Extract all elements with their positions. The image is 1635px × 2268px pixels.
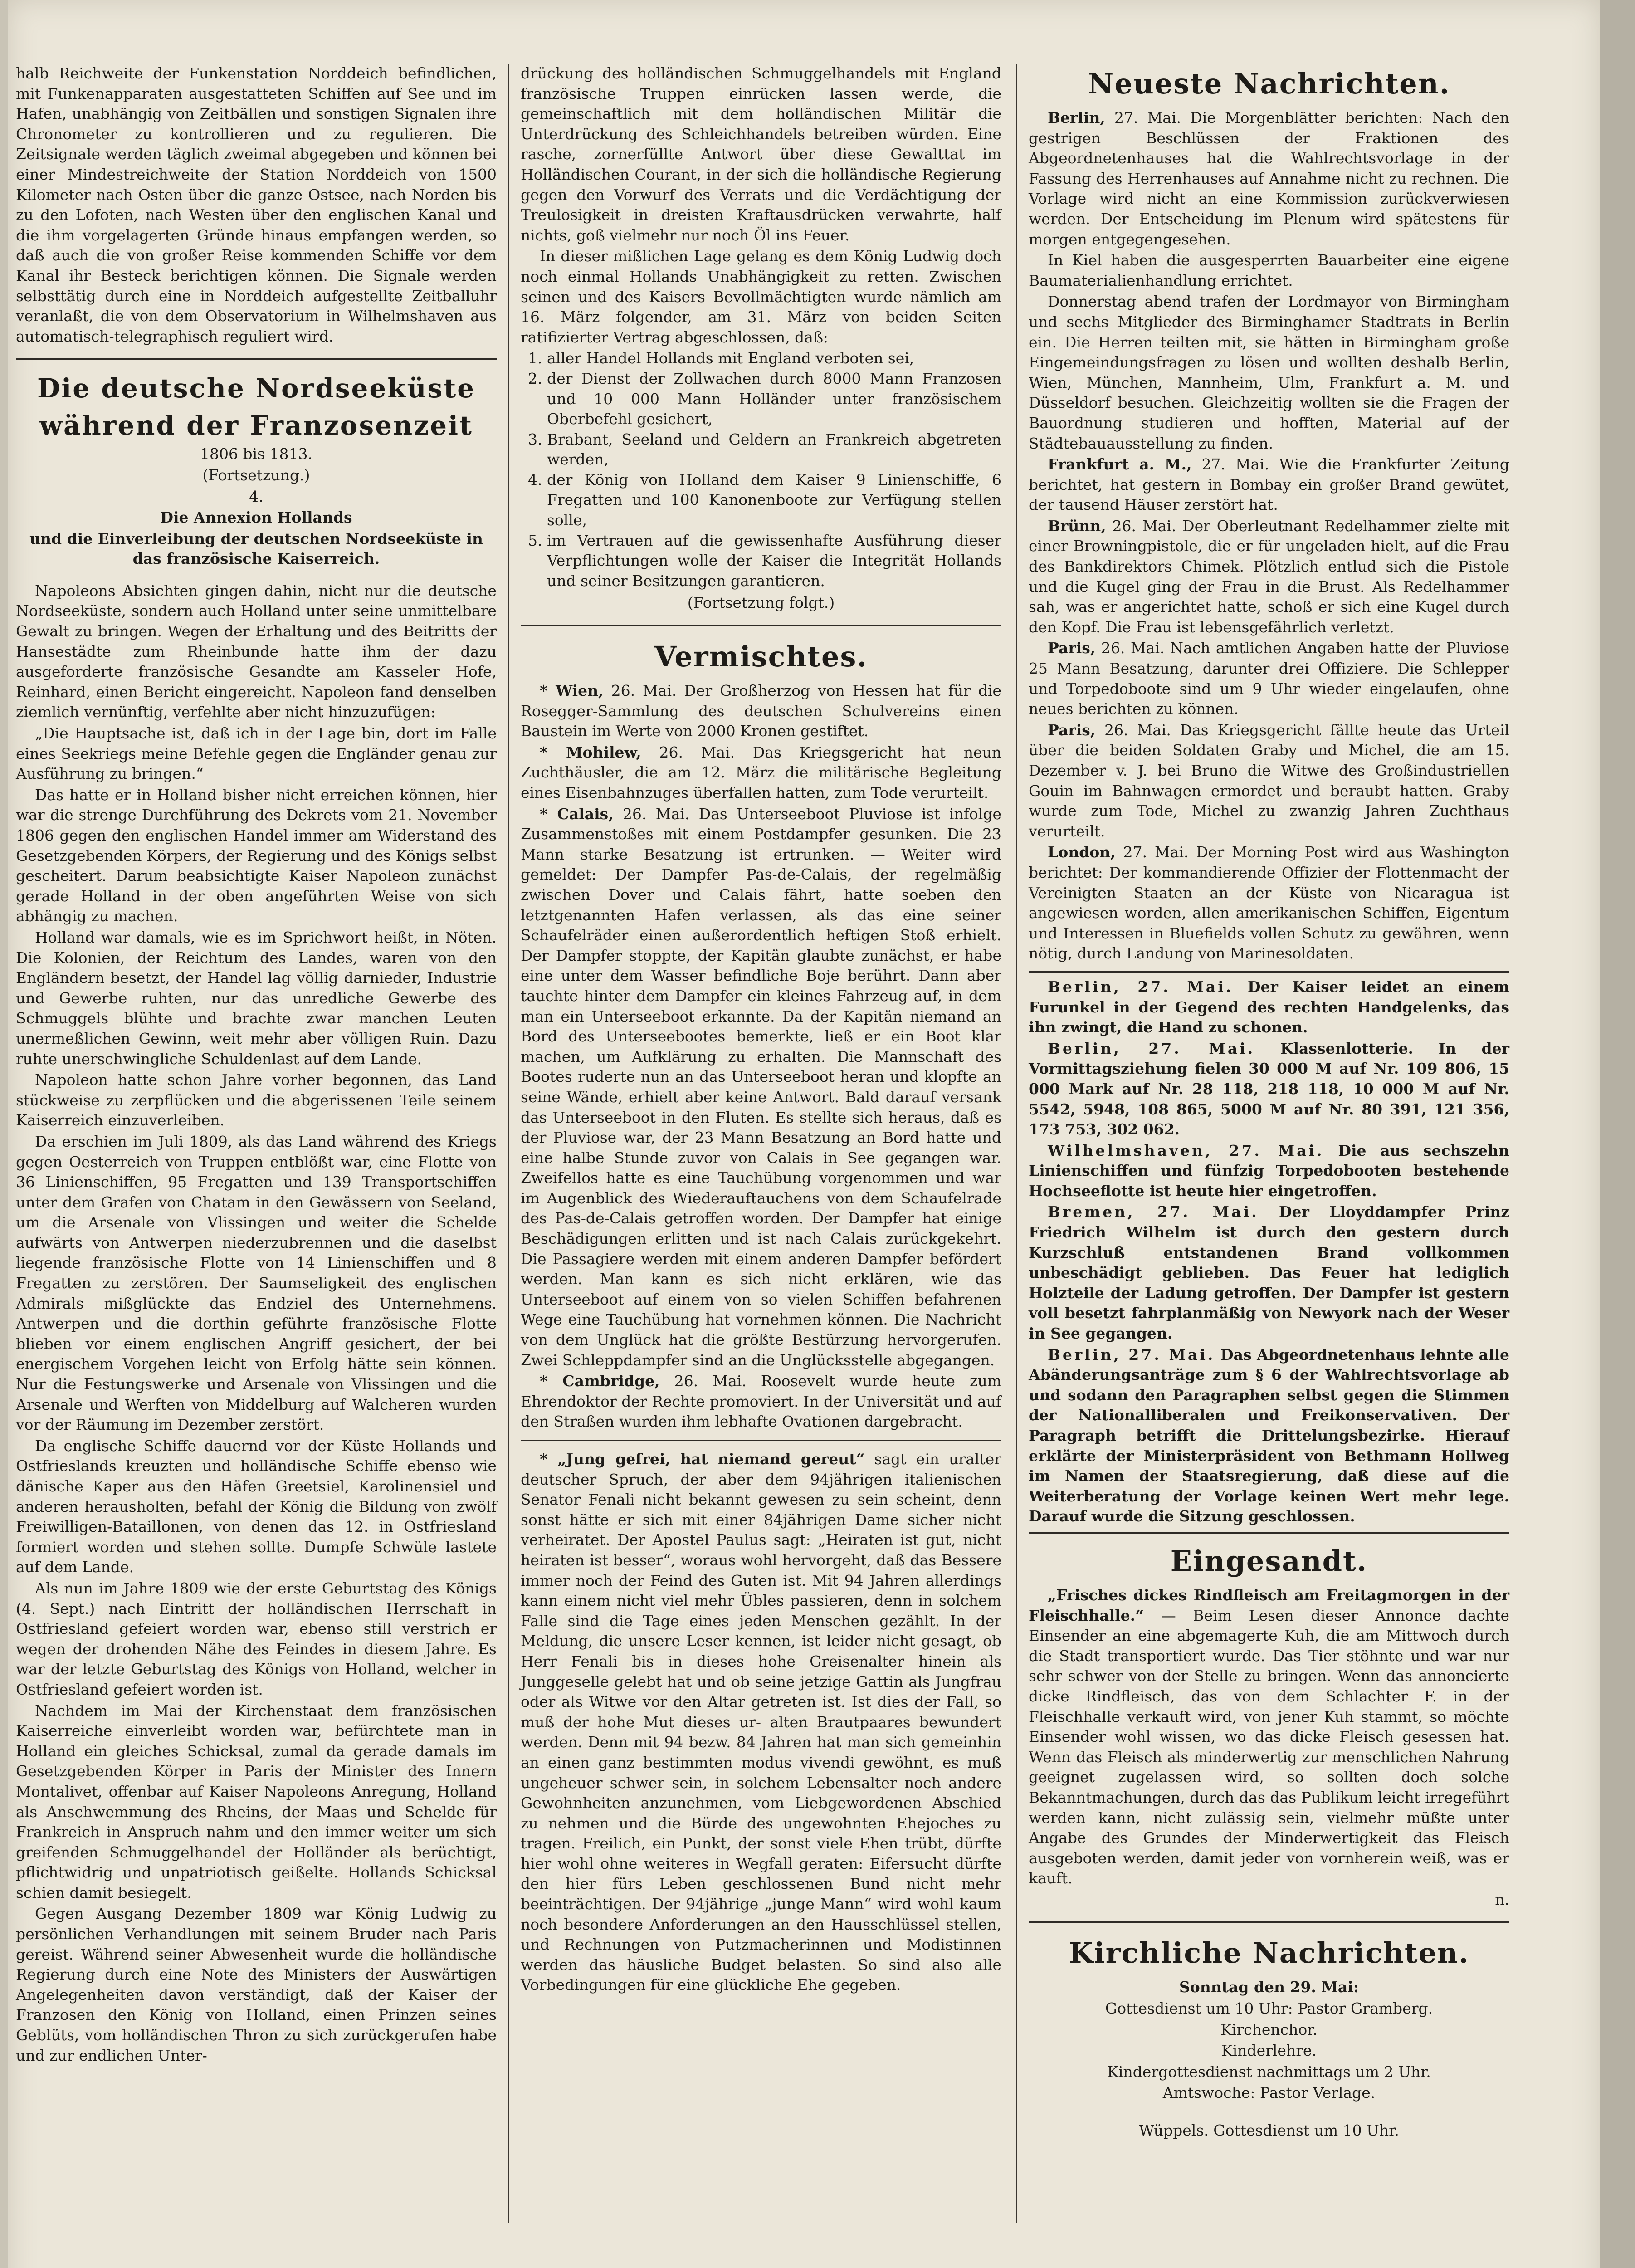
article-continued: (Fortsetzung.): [202, 466, 310, 484]
treaty-condition: 1. aller Handel Hollands mit England verboten sei,: [547, 348, 1001, 369]
to-be-continued: (Fortsetzung folgt.): [687, 594, 835, 612]
treaty-conditions: [521, 348, 1001, 591]
news-dateline: * Mohilew,: [540, 743, 641, 761]
news-text: 26. Mai. Das Kriegsgericht fällte heute das Urteil über die beiden Soldaten Graby und Michel, die am 15. Dezember v. J. bei Bruno die Witwe des Großindustriellen Gouin im Bahnwagen ermordet und beraubt hatten. Graby wurde zum Tode, Michel zu zwanzig Jahren Zuchthaus verurteilt.: [1029, 721, 1509, 840]
telegram-item: [1029, 1202, 1509, 1344]
news-item: [1029, 842, 1509, 964]
church-duty-week: Amtswoche: Pastor Verlage.: [1162, 2084, 1376, 2102]
column-rule: [1016, 64, 1017, 2223]
church-date: Sonntag den 29. Mai:: [1179, 1978, 1359, 1996]
article-paragraph: Das hatte er in Holland bisher nicht erreichen können, hier war die strenge Durchführung des Dekrets vom 21. November 1806 gegen den englischen Handel immer am Widerstand des Gesetzgebenden Körpers, der Regierung und des Königs selbst gescheitert. Darum beabsichtigte Kaiser Napoleon zunächst gerade Holland in der oben angeführten Weise von sich abhängig zu machen.: [16, 786, 497, 925]
article-subtitle-1: Die Annexion Hollands: [160, 508, 352, 527]
telegram-box: [1029, 971, 1509, 1534]
church-lesson: Kinderlehre.: [1221, 2042, 1317, 2060]
article-title-line2: während der Franzosenzeit: [39, 410, 473, 441]
letter-paragraph: [1029, 1585, 1509, 1889]
church-wueppels: Wüppels. Gottesdienst um 10 Uhr.: [1139, 2121, 1399, 2140]
telegram-text: Die aus sechszehn Linienschiffen und fünfzig Torpedobooten bestehende Hochseeflotte ist heute hier eingetroffen.: [1029, 1141, 1509, 1200]
section-title-neueste-nachrichten: Neueste Nachrichten.: [1088, 67, 1450, 100]
news-text: 26. Mai. Das Kriegsgericht hat neun Zuchthäusler, die am 12. März die militärische Begleitung eines Eisenbahnzuges überfallen hatten, zum Tode verurteilt.: [521, 743, 1001, 802]
article-subtitle-2: und die Einverleibung der deutschen Nordseeküste in das französische Kaiserreich.: [29, 529, 483, 568]
news-text: In Kiel haben die ausgesperrten Bauarbeiter eine eigene Baumaterialienhandlung errichtet.: [1029, 251, 1509, 289]
article-paragraph: Da englische Schiffe dauernd vor der Küste Hollands und Ostfrieslands kreuzten und holländische Schiffe ebenso wie dänische Kaper aus den Häfen Greetsiel, Karolinensiel und anderen herausholten, befahl der König die Bildung von zwölf Freiwilligen-Bataillonen, von denen das 12. in Ostfriesland formiert worden und stehen sollte. Dumpfe Schwüle lastete auf dem Lande.: [16, 1437, 497, 1576]
telegram-text: Klassenlotterie. In der Vormittagsziehung fielen 30 000 M auf Nr. 109 806, 15 000 Mark auf Nr. 28 118, 218 118, 10 000 M auf Nr. 5542, 5948, 108 865, 5000 M auf Nr. 80 391, 121 356, 173 753, 302 062.: [1029, 1039, 1510, 1139]
article-paragraph: Napoleons Absichten gingen dahin, nicht nur die deutsche Nordseeküste, sondern auch Holland unter seine unmittelbare Gewalt zu bringen. Wegen der Erhaltung und des Beitritts der Hansestädte zum Rheinbunde hatte ihm der dazu ausgeforderte französische Gesandte am Kasseler Hofe, Reinhard, einen Bericht eingereicht. Napoleon fand denselben ziemlich vernünftig, verfehlte aber nicht hinzuzufügen:: [16, 582, 497, 721]
article-paragraph: drückung des holländischen Schmuggelhandels mit England französische Truppen einrücken lassen werde, die gemeinschaftlich mit dem holländischen Militär die Unterdrückung des Schleichhandels betreiben würden. Eine rasche, zornerfüllte Antwort über diese Gewalttat im Holländischen Courant, in der sich die holländische Regierung gegen den Vorwurf des Verrats und die Verdächtigung der Treulosigkeit in dreisten Kraftausdrücken verwahrte, half nichts, goß vielmehr nur noch Öl ins Feuer.: [521, 64, 1001, 244]
treaty-condition: 5. im Vertrauen auf die gewissenhafte Ausführung dieser Verpflichtungen wolle der Kaiser die Integrität Hollands und seiner Besitzungen garantieren.: [547, 531, 1001, 591]
treaty-condition: 4. der König von Holland dem Kaiser 9 Linienschiffe, 6 Fregatten und 100 Kanonenboote zur Verfügung stellen solle,: [547, 470, 1001, 531]
section-divider: [1029, 1921, 1509, 1923]
news-text: 27. Mai. Wie die Frankfurter Zeitung berichtet, hat gestern in Bombay ein großer Brand gewütet, der tausend Häuser zerstört hat.: [1029, 455, 1509, 514]
news-dateline: Frankfurt a. M.,: [1048, 455, 1192, 474]
column-rule: [508, 64, 509, 2223]
news-text: 26. Mai. Nach amtlichen Angaben hatte der Pluviose 25 Mann Besatzung, darunter drei Offiziere. Die Schlepper und Torpedoboote sind um 9 Uhr wieder eingelaufen, ohne neues berichten zu können.: [1029, 639, 1509, 718]
news-item: [1029, 108, 1509, 249]
article-paragraph: In dieser mißlichen Lage gelang es dem König Ludwig doch noch einmal Hollands Unabhängigkeit zu retten. Zwischen seinen und des Kaisers Bevollmächtigten wurde nämlich am 16. März folgender, am 31. März von beiden Seiten ratifizierter Vertrag abgeschlossen, daß:: [521, 247, 1001, 346]
column-2: [521, 64, 1001, 1996]
treaty-condition: 2. der Dienst der Zollwachen durch 8000 Mann Franzosen und 10 000 Mann Holländer unter französischem Oberbefehl gesichert,: [547, 369, 1001, 430]
news-item: [521, 1371, 1001, 1432]
news-item: [521, 681, 1001, 742]
news-item: [1029, 292, 1509, 454]
news-item: [1029, 455, 1509, 515]
feature-text: sagt ein uralter deutscher Spruch, der aber dem 94jährigen italienischen Senator Fenali nicht bekannt gewesen zu sein scheint, denn sonst hätte er sich mit einer 84jährigen Dame sicher nicht verheiratet. Der Apostel Paulus sagt: „Heiraten ist gut, nicht heiraten ist besser“, woraus wohl hervorgeht, daß das Bessere immer noch der Feind des Guten ist. Mit 94 Jahren allerdings kann einem nicht viel mehr Übles passieren, denn in solchem Falle sind die Tage eines jeden Menschen gezählt. In der Meldung, die unsere Leser kennen, ist leider nicht gesagt, ob Herr Fenali bis in dieses hohe Greisenalter hinein als Junggeselle gelebt hat und ob seine jetzige Gattin als Jungfrau oder als Witwe vor den Altar getreten ist. Ist dies der Fall, so muß der hohe Mut dieses ur- alten Brautpaares bewundert werden. Denn mit 94 bezw. 84 Jahren hat man sich gemeinhin an einen ganz bestimmten modus vivendi gewöhnt, es muß ungeheuer schwer sein, in solchem Lebensalter noch andere Gewohnheiten anzunehmen, vom Liebgewordenen Abschied zu nehmen und die Bürde des ungewohnten Ehejoches zu tragen. Freilich, ein Punkt, der sonst viele Ehen trübt, dürfte hier wohl ohne weiteres in Wegfall geraten: Eifersucht dürfte den hier fürs Leben geschlossenen Bund nicht mehr beeinträchtigen. Der 94jährige „junge Mann“ wird wohl kaum noch besondere Anforderungen an den Hausschlüssel stellen, und Rechnungen von Putzmacherinnen und Modistinnen werden das häusliche Budget belasten. So sind also alle Vorbedingungen für eine glückliche Ehe gegeben.: [521, 1450, 1001, 1994]
telegram-item: [1029, 1039, 1509, 1140]
news-item: [521, 804, 1001, 1371]
article-paragraph: Als nun im Jahre 1809 wie der erste Geburtstag des Königs (4. Sept.) nach Eintritt der holländischen Herrschaft in Ostfriesland gefeiert worden war, ebenso still verstrich er wegen der drohenden Nähe des Feindes in diesem Jahre. Es war der letzte Geburtstag des Königs von Holland, welcher in Ostfriesland gefeiert worden ist.: [16, 1579, 497, 1698]
item-divider: [521, 1440, 1001, 1441]
letter-signature: n.: [1495, 1890, 1509, 1908]
telegram-item: [1029, 1141, 1509, 1202]
news-item: [1029, 638, 1509, 719]
news-dateline: * Wien,: [540, 682, 604, 700]
section-title-vermischtes: Vermischtes.: [654, 640, 868, 674]
article-paragraph: Holland war damals, wie es im Sprichwort heißt, in Nöten. Die Kolonien, der Reichtum des Landes, waren von den Engländern besetzt, der Handel lag völlig darnieder, Industrie und Gewerbe ruhten, nur das unredliche Gewerbe des Schmuggels blühte und brachte zwar manchen Leuten unermeßlichen Gewinn, weit mehr aber völligen Ruin. Dazu ruhte unerschwingliche Schuldenlast auf dem Lande.: [16, 928, 497, 1068]
article-paragraph: Napoleon hatte schon Jahre vorher begonnen, das Land stückweise zu zerpflücken und die abgerissenen Teile seinem Kaiserreich einzuverleiben.: [16, 1071, 497, 1129]
telegram-item: [1029, 1345, 1509, 1527]
article-title-line1: Die deutsche Nordseeküste: [37, 373, 476, 404]
telegram-dateline: Berlin, 27. Mai.: [1048, 1345, 1215, 1364]
telegram-text: Das Abgeordnetenhaus lehnte alle Abänderungsanträge zum § 6 der Wahlrechtsvorlage ab und sodann den Paragraphen selbst gegen die Stimmen der Nationalliberalen und Freikonservativen. Der Paragraph betrifft die Drittelungsbezirke. Hierauf erklärte der Ministerpräsident von Bethmann Hollweg im Namen der Staatsregierung, daß diese auf die Weiterberatung der Vorlage keinen Wert mehr lege. Darauf wurde die Sitzung geschlossen.: [1029, 1345, 1509, 1525]
section-divider: [521, 625, 1001, 626]
news-dateline: * Calais,: [540, 805, 614, 823]
telegram-dateline: Berlin, 27. Mai.: [1048, 978, 1234, 996]
article-paragraph: Gegen Ausgang Dezember 1809 war König Ludwig zu persönlichen Verhandlungen mit seinem Bruder nach Paris gereist. Während seiner Abwesenheit wurde die holländische Regierung durch eine Note des Ministers der Auswärtigen Angelegenheiten davon verständigt, daß der Kaiser der Franzosen den König von Holland, einen Prinzen seines Geblüts, vom holländischen Thron zu sich zurückgerufen habe und zur endlichen Unter-: [16, 1905, 497, 2064]
section-title-eingesandt: Eingesandt.: [1170, 1544, 1368, 1578]
telegram-dateline: Wilhelmshaven, 27. Mai.: [1048, 1141, 1324, 1159]
column-1: [16, 64, 497, 2067]
news-item: [1029, 720, 1509, 842]
feature-article: [521, 1449, 1001, 1995]
article-part-number: 4.: [249, 487, 264, 505]
telegram-text: Der Lloyddampfer Prinz Friedrich Wilhelm ist durch den gestern durch Kurzschluß entstandenen Brand vollkommen unbeschädigt geblieben. Das Feuer hat lediglich Holzteile der Ladung getroffen. Der Dampfer ist gestern voll besetzt fahrplanmäßig von Newyork nach der Weser in See gegangen.: [1029, 1203, 1509, 1343]
news-dateline: Berlin,: [1048, 109, 1105, 127]
article-paragraph: Da erschien im Juli 1809, als das Land während des Kriegs gegen Oesterreich von Truppen entblößt war, eine Flotte von 36 Linienschiffen, 95 Fregatten und 139 Transportschiffen unter dem Grafen von Chatam in den Gewässern von Seeland, um die Arsenale von Vlissingen und weiter die Schelde aufwärts von Antwerpen niederzubrennen und die daselbst liegende französische Flotte von 14 Linienschiffen und 8 Fregatten zu zerstören. Der Saumseligkeit des englischen Admirals mißglückte das Endziel des Unternehmens. Antwerpen und die dorthin geführte französische Flotte blieben vor einem englischen Angriff gesichert, der bei energischem Vorgehen leicht von Erfolg hätte sein können. Nur die Festungswerke und Arsenale von Vlissingen und die Arsenale und Werften von Middelburg auf Walcheren wurden vor der Räumung im Dezember zerstört.: [16, 1132, 497, 1434]
treaty-condition: 3. Brabant, Seeland und Geldern an Frankreich abgetreten werden,: [547, 430, 1001, 470]
news-item: [1029, 250, 1509, 291]
section-title-kirchliche-nachrichten: Kirchliche Nachrichten.: [1069, 1936, 1469, 1970]
news-text: Donnerstag abend trafen der Lordmayor von Birmingham und sechs Mitglieder des Birminghamer Stadtrats in Berlin ein. Die Herren teilten mit, sie hätten in Birmingham große Eingemeindungsfragen zu lösen und wollten deshalb Berlin, Wien, München, Mannheim, Ulm, Frankfurt a. M. und Düsseldorf besuchen. Gleichzeitig wollten sie die Fragen der Bauordnung studieren und hofften, Material auf der Städtebauausstellung zu finden.: [1029, 293, 1509, 452]
letter-lead: „Frisches dickes Rindfleisch am Freitagmorgen in der Fleischhalle.“: [1029, 1586, 1509, 1624]
news-text: 26. Mai. Der Großherzog von Hessen hat für die Rosegger-Sammlung des deutschen Schulvereins einen Baustein im Werte von 2000 Kronen gestiftet.: [521, 682, 1001, 740]
page-edge: [1600, 0, 1635, 2268]
news-text: 27. Mai. Die Morgenblätter berichten: Nach den gestrigen Beschlüssen der Fraktionen des Abgeordnetenhauses hat die Wahlrechtsvorlage in der Fassung des Herrenhauses auf Annahme nicht zu rechnen. Die Vorlage wird nicht an eine Kommission zurückverwiesen werden. Der Entscheidung im Plenum wird spätestens für morgen entgegengesehen.: [1029, 109, 1509, 248]
news-dateline: London,: [1048, 843, 1116, 861]
news-dateline: Paris,: [1048, 639, 1096, 657]
telegram-dateline: Bremen, 27. Mai.: [1048, 1203, 1259, 1221]
news-text: 26. Mai. Das Unterseeboot Pluviose ist infolge Zusammenstoßes mit einem Postdampfer gesunken. Die 23 Mann starke Besatzung ist ertrunken. — Weiter wird gemeldet: Der Dampfer Pas-de-Calais, der regelmäßig zwischen Dover und Calais fährt, hatte soeben den letztgenannten Hafen verlassen, als das eine seiner Schaufelräder einen außerordentlich heftigen Stoß erhielt. Der Dampfer stoppte, der Kapitän glaubte zunächst, er habe eine unter dem Wasser befindliche Boje berührt. Dann aber tauchte hinter dem Dampfer ein kleines Fahrzeug auf, in dem man ein Unterseeboot erkannte. Da der Kapitän niemand an Bord des Unterseebootes bemerkte, ließ er ein Boot klar machen, um Aufklärung zu erhalten. Die Mannschaft des Bootes ruderte nun an das Unterseeboot heran und klopfte an seine Wände, erhielt aber keine Antwort. Bald darauf versank das Unterseeboot in den Fluten. Es stellte sich heraus, daß es der Pluviose war, der 23 Mann Besatzung an Bord hatte und eine halbe Stunde zuvor von Calais in See gegangen war. Zweifellos hatte es eine Tauchübung vorgenommen und war im Augenblick des Wiederauftauchens von dem Schaufelrade des Pas-de-Calais getroffen worden. Der Dampfer hat einige Beschädigungen erlitten und ist nach Calais zurückgekehrt. Die Passagiere werden mit einem anderen Dampfer befördert werden. Man kann es sich nicht erklären, wie das Unterseeboot auf einem von so vielen Schiffen befahrenen Wege eine Tauchübung hat vornehmen können. Die Nachricht von dem Unglück hat die größte Bestürzung hervorgerufen. Zwei Schleppdampfer sind an die Unglücksstelle abgegangen.: [521, 805, 1001, 1369]
column-3: [1029, 64, 1509, 2142]
news-dateline: Brünn,: [1048, 517, 1106, 535]
news-dateline: Paris,: [1048, 721, 1096, 739]
telegram-dateline: Berlin, 27. Mai.: [1048, 1039, 1255, 1057]
article-paragraph: „Die Hauptsache ist, daß ich in der Lage bin, dort im Falle eines Seekriegs meine Befehle gegen die Engländer genau zur Ausführung zu bringen.“: [16, 724, 497, 783]
article-paragraph: Nachdem im Mai der Kirchenstaat dem französischen Kaiserreiche einverleibt worden war, befürchtete man in Holland ein gleiches Schicksal, zumal da gerade damals im Gesetzgebenden Körper in Paris der Minister des Innern Montalivet, offenbar auf Kaiser Napoleons Anregung, Holland als Anschwemmung des Rheins, der Maas und Schelde für Frankreich in Anspruch nahm und den immer weiter um sich greifenden Schmuggelhandel der Holländer als berüchtigt, pflichtwidrig und unpatriotisch geißelte. Hollands Schicksal schien damit besiegelt.: [16, 1701, 497, 1901]
news-text: 26. Mai. Der Oberleutnant Redelhammer zielte mit einer Browningpistole, die er für ungeladen hielt, auf die Frau des Bankdirektors Chimek. Plötzlich entlud sich die Pistole und die Kugel ging der Frau in die Brust. Als Redelhammer sah, was er angerichtet hatte, schoß er sich eine Kugel durch den Kopf. Die Frau ist lebensgefährlich verletzt.: [1029, 517, 1509, 636]
news-dateline: * Cambridge,: [540, 1372, 660, 1390]
church-service: Gottesdienst um 10 Uhr: Pastor Gramberg.: [1105, 1999, 1433, 2018]
letter-text: — Beim Lesen dieser Annonce dachte Einsender an eine abgemagerte Kuh, die am Mittwoch durch die Stadt transportiert wurde. Das Tier stöhnte und war nur sehr schwer von der Stelle zu bringen. Wenn das annoncierte dicke Rindfleisch, das von dem Schlachter F. in der Fleischhalle verkauft wird, von jener Kuh stammt, so möchte Einsender wohl wissen, wo das dicke Fleisch gesessen hat. Wenn das Fleisch als minderwertig zur menschlichen Nahrung geeignet zugelassen wird, so sollten doch solche Bekanntmachungen, durch das das Publikum leicht irregeführt werden kann, nicht zulässig sein, vielmehr müßte unter Angabe des Grundes der Minderwertigkeit das Fleisch ausgeboten werden, damit jeder von vornherein weiß, was er kauft.: [1029, 1606, 1509, 1887]
news-text: 27. Mai. Der Morning Post wird aus Washington berichtet: Der kommandierende Offizier der Flottenmacht der Vereinigten Staaten an der Küste von Nicaragua ist angewiesen worden, allen amerikanischen Schiffen, Eigentum und Interessen in Bluefields vollen Schutz zu gewähren, wenn nötig, durch Landung von Marinesoldaten.: [1029, 843, 1509, 963]
news-text: 26. Mai. Roosevelt wurde heute zum Ehrendoktor der Rechte promoviert. In der Universität und auf den Straßen wurden ihm lebhafte Ovationen dargebracht.: [521, 1372, 1001, 1431]
feature-title: * „Jung gefrei, hat niemand gereut“: [540, 1450, 865, 1468]
section-divider: [16, 358, 497, 360]
telegram-item: [1029, 977, 1509, 1038]
article-years: 1806 bis 1813.: [200, 445, 313, 463]
telegram-text: Der Kaiser leidet an einem Furunkel in der Gegend des rechten Handgelenks, das ihn zwingt, die Hand zu schonen.: [1029, 978, 1509, 1036]
church-children-service: Kindergottesdienst nachmittags um 2 Uhr.: [1107, 2063, 1431, 2081]
intro-paragraph: halb Reichweite der Funkenstation Norddeich befindlichen, mit Funkenapparaten ausgestatteten Schiffen auf See und im Hafen, unabhängig von Zeitbällen und sonstigen Signalen ihre Chronometer zu kontrollieren und zu regulieren. Die Zeitsignale werden täglich zweimal abgegeben und können bei einer Mindestreichweite der Station Norddeich von 1500 Kilometer nach Osten über die ganze Ostsee, nach Norden bis zu den Lofoten, nach Westen über den englischen Kanal und die ihm vorgelagerten Gründe hinaus empfangen werden, so daß auch die von großer Reise kommenden Schiffe vor dem Kanal ihr Besteck berichtigen können. Die Signale werden selbsttätig durch eine in Norddeich aufgestellte Zeitballuhr veranlaßt, die von dem Observatorium in Wilhelmshaven aus automatisch-telegraphisch reguliert wird.: [16, 64, 497, 345]
news-item: [1029, 516, 1509, 638]
news-item: [521, 743, 1001, 803]
church-choir: Kirchenchor.: [1220, 2020, 1318, 2038]
